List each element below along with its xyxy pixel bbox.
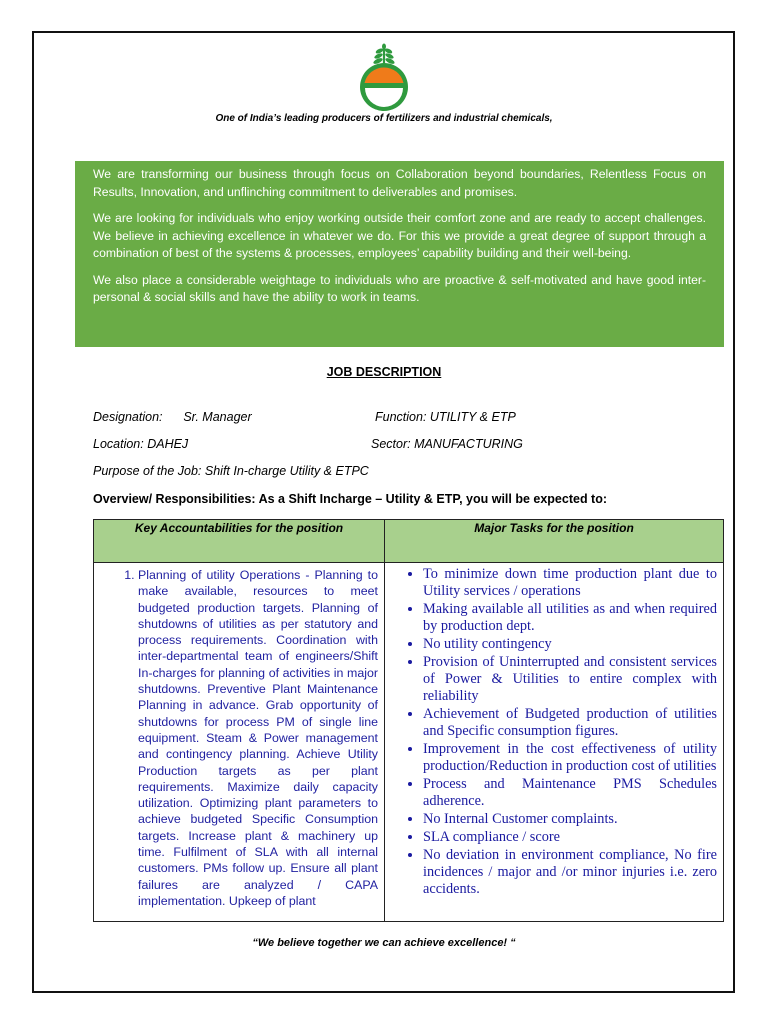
table-header-row	[94, 520, 724, 563]
table-row	[94, 563, 724, 922]
accountabilities-list	[94, 567, 378, 921]
list-item: • SLA compliance / score	[423, 829, 717, 846]
overview-heading: Overview/ Responsibilities: As a Shift Incharge – Utility & ETP, you will be expected to:	[93, 492, 608, 506]
col-header-accountabilities: Key Accountabilities for the position	[94, 520, 385, 563]
sector-field: Sector: MANUFACTURING	[371, 437, 523, 451]
intro-paragraph: We are looking for individuals who enjoy working outside their comfort zone and are ready to accept challenges. We believe in achieving excellence in whatever we do. For this we provide a great degree of support through a combination of best of the systems & processes, employees’ capability building and their well-being.	[93, 211, 706, 260]
responsibilities-table	[93, 519, 724, 922]
list-item: • To minimize down time production plant due to Utility services / operations	[423, 566, 717, 600]
function-field: Function: UTILITY & ETP	[375, 410, 516, 424]
tasks-cell	[385, 563, 724, 922]
list-item: • Provision of Uninterrupted and consistent services of Power & Utilities to entire complex with reliability	[423, 654, 717, 705]
list-item: • Process and Maintenance PMS Schedules adherence.	[423, 776, 717, 810]
company-logo-icon	[357, 43, 411, 113]
job-description-title: JOB DESCRIPTION	[326, 365, 442, 379]
list-item: • Improvement in the cost effectiveness of utility production/Reduction in production cost of utilities	[423, 741, 717, 775]
list-item: • Making available all utilities as and when required by production dept.	[423, 601, 717, 635]
intro-paragraph: We also place a considerable weightage to individuals who are proactive & self-motivated and have good inter-personal & social skills and have the ability to work in teams.	[93, 272, 706, 304]
list-item: 1. Planning of utility Operations - Planning to make available, resources to meet budgeted production targets. Planning of shutdowns of utilities as per statutory and process requirements. Coordination with inter-departmental team of engineers/Shift In-charges for planning of activities in major shutdowns. Preventive Plant Maintenance Planning in advance. Grab opportunity of shutdowns for process PM of single line equipment. Steam & Power management and contingency planning. Achieve Utility Production targets as per plant requirements. Maximize daily capacity utilization. Optimizing plant parameters to achieve budgeted Specific Consumption targets. Increase plant & machinery up time. Fulfilment of SLA with all internal customers. PMs follow up. Ensure all plant failures are analyzed / CAPA implementation. Upkeep of plant	[138, 567, 378, 909]
col-header-tasks: Major Tasks for the position	[385, 520, 724, 563]
location-field: Location: DAHEJ	[93, 437, 189, 451]
intro-paragraph: We are transforming our business through focus on Collaboration beyond boundaries, Relentless Focus on Results, Innovation, and unflinching commitment to deliverables and promises.	[93, 167, 706, 199]
company-tagline: One of India’s leading producers of fertilizers and industrial chemicals,	[215, 113, 553, 124]
list-item: • No Internal Customer complaints.	[423, 811, 717, 828]
intro-box	[75, 161, 724, 347]
accountabilities-cell	[94, 563, 385, 922]
designation-field: Designation: Sr. Manager	[93, 410, 252, 424]
tasks-list	[385, 563, 723, 898]
list-item: • No utility contingency	[423, 636, 717, 653]
purpose-field: Purpose of the Job: Shift In-charge Utility & ETPC	[93, 464, 369, 478]
footer-quote: “We believe together we can achieve excellence! “	[252, 937, 516, 949]
list-item: • Achievement of Budgeted production of utilities and Specific consumption figures.	[423, 706, 717, 740]
list-item: • No deviation in environment compliance, No fire incidences / major and /or minor injuries i.e. zero accidents.	[423, 847, 717, 898]
